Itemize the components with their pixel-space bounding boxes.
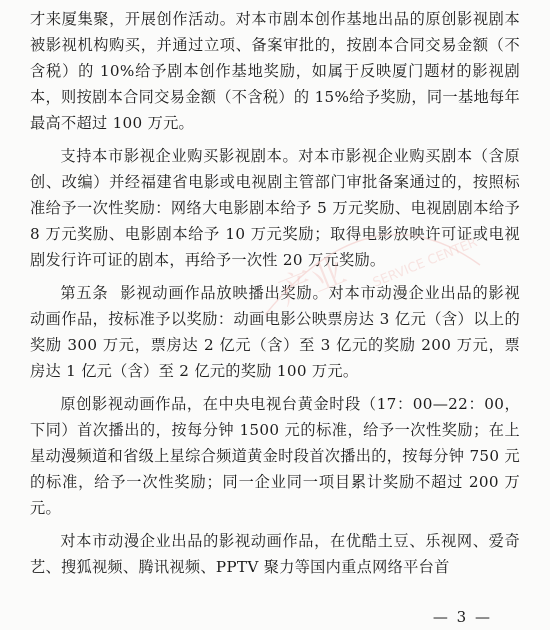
paragraph-3-article-5 (30, 280, 520, 384)
svg-text:SERVICE CENTER: SERVICE CENTER (370, 235, 480, 291)
paragraph-2: 支持本市影视企业购买影视剧本。对本市影视企业购买剧本（含原创、改编）并经福建省电影或电视剧主管部门审批备案通过的，按照标准给予一次性奖励：网络大电影剧本给予 5 万元奖励、电视剧剧本给予 8 万元奖励、电影剧本给予 10 万元奖励；取得电影放映许可证或电视剧发行许可证的剧本，再给予一次性 20 万元奖励。 (30, 147, 520, 269)
paragraph-1: 才来厦集聚，开展创作活动。对本市剧本创作基地出品的原创影视剧本被影视机构购买，并通过立项、备案审批的，按剧本合同交易金额（不含税）的 10%给予剧本创作基地奖励，如属于反映厦门题材的影视剧本，则按剧本合同交易金额（不含税）的 15%给予奖励，同一基地每年最高不超过 100 万元。 (30, 10, 520, 132)
article-5-text: 影视动画作品放映播出奖励。对本市动漫企业出品的影视动画作品，按标准予以奖励：动画电影公映票房达 3 亿元（含）以上的奖励 300 万元，票房达 2 亿元（含）至 3 亿元的奖励 200 万元，票房达 1 亿元（含）至 2 亿元的奖励 100 万元。 (30, 284, 520, 380)
page-number: — 3 — (432, 608, 492, 626)
paragraph-4: 原创影视动画作品，在中央电视台黄金时段（17：00—22：00，下同）首次播出的，按每分钟 1500 元的标准，给予一次性奖励；在上星动漫频道和省级上星综合频道黄金时段首次播出的，按每分钟 750 元的标准，给予一次性奖励；同一企业同一项目累计奖励不超过 200 万元。 (30, 395, 520, 517)
article-label: 第五条 (60, 284, 109, 302)
paragraph-5: 对本市动漫企业出品的影视动画作品，在优酷土豆、乐视网、爱奇艺、搜狐视频、腾讯视频、PPTV 聚力等国内重点网络平台首 (30, 532, 520, 576)
svg-text:产业: 产业 (273, 250, 352, 314)
